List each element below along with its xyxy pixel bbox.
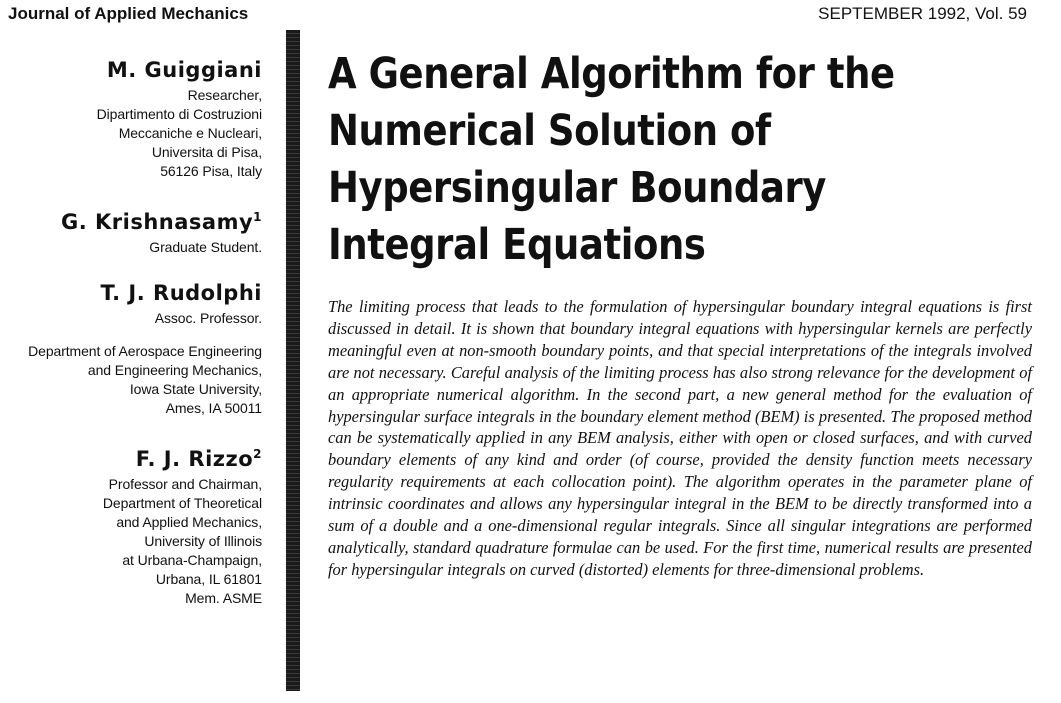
author-column (0, 56, 262, 630)
author-detail: Department of Theoretical (102, 495, 262, 511)
shared-affiliation (0, 342, 262, 418)
author-detail: University of Illinois (144, 533, 262, 549)
author-detail: and Applied Mechanics, (116, 514, 262, 530)
author-block (0, 440, 262, 608)
affiliation-line: Department of Aerospace Engineering (28, 343, 262, 359)
author-detail: 56126 Pisa, Italy (160, 163, 262, 179)
author-detail: Graduate Student. (149, 239, 262, 255)
author-detail: Researcher, (187, 87, 262, 103)
abstract-text: The limiting process that leads to the formulation of hypersingular boundary integral equations is first discussed in detail. It is shown that boundary integral equations with hypersingular kernels are perfectly meaningful even at non-smooth boundary points, and that special interpretations of the integrals involved are not necessary. Careful analysis of the limiting process has also strong relevance for the development of an appropriate numerical algorithm. In the second part, a new general method for the evaluation of hypersingular surface integrals in the boundary element method (BEM) is presented. The proposed method can be systematically applied in any BEM analysis, either with open or closed surfaces, and with curved boundary elements of any kind and order (of course, provided the density function meets necessary regularity requirements at each collocation point). The algorithm operates in the parameter plane of intrinsic coordinates and allows any hypersingular integral in the BEM to be directly transformed into a sum of a double and a one-dimensional regular integrals. Since all singular integrations are performed analytically, standard quadrature formulae can be used. For the first time, numerical results are presented for hypersingular integrals on curved (distorted) elements for three-dimensional problems. (328, 297, 1032, 579)
author-detail: Mem. ASME (185, 590, 262, 606)
author-name: T. J. Rudolphi (100, 281, 262, 305)
affiliation-line: and Engineering Mechanics, (87, 362, 262, 378)
author-detail: Professor and Chairman, (108, 476, 262, 492)
author-name: M. Guiggiani (106, 58, 262, 82)
journal-name: Journal of Applied Mechanics (8, 4, 249, 23)
footnote-marker: 2 (253, 447, 262, 461)
author-detail: Meccaniche e Nucleari, (118, 125, 262, 141)
affiliation-line: Iowa State University, (129, 381, 262, 397)
author-block (0, 56, 262, 181)
author-block (0, 279, 262, 328)
author-detail: Assoc. Professor. (154, 310, 262, 326)
footnote-marker: 1 (253, 210, 262, 224)
author-detail: at Urbana-Champaign, (122, 552, 262, 568)
author-name: G. Krishnasamy$^1$ (60, 210, 262, 234)
issue-date: SEPTEMBER 1992, Vol. 59 (818, 4, 1027, 23)
author-name: F. J. Rizzo$^2$ (135, 447, 262, 471)
affiliation-line: Ames, IA 50011 (165, 400, 262, 416)
author-block (0, 203, 262, 257)
paper-title: A General Algorithm for the Numerical Solution of Hypersingular Boundary Integral Equations (328, 49, 895, 270)
author-detail: Urbana, IL 61801 (155, 571, 262, 587)
vertical-rule (286, 30, 300, 691)
author-detail: Dipartimento di Costruzioni (96, 106, 262, 122)
author-detail: Universita di Pisa, (151, 144, 262, 160)
